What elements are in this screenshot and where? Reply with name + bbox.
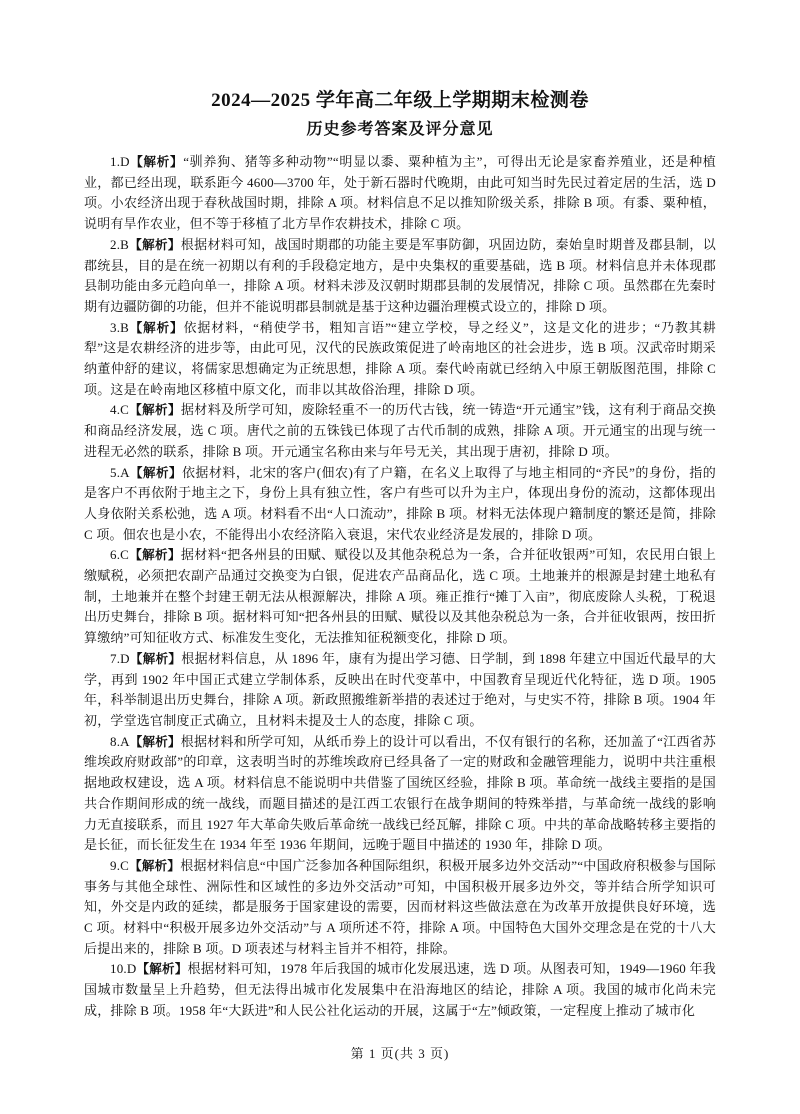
answer-text: 根据材料可知，战国时期郡的功能主要是军事防御，巩固边防，秦始皇时期普及郡县制，以郡统县，目的是在统一初期以有利的手段稳定地方，是中央集权的重要基础，选 B 项。材料信息并未体现郡县制功能由多元趋向单一，排除 A 项。材料未涉及汉朝时期郡县制的发展情况，排除 C 项。虽然郡在先秦时期有边疆防御的功能，但并不能说明郡县制就是基于这种边疆治理模式设立的，排除 D 项。 xyxy=(84,236,716,314)
answer-number: 2.B xyxy=(110,236,130,252)
answer-number: 9.C xyxy=(110,857,130,873)
answer-item-1 xyxy=(84,152,716,235)
answer-item-10 xyxy=(84,959,716,1021)
analysis-tag: 【解析】 xyxy=(129,320,184,335)
page-footer: 第 1 页(共 3 页) xyxy=(350,1046,450,1061)
analysis-tag: 【解析】 xyxy=(129,155,184,169)
answer-item-8 xyxy=(84,732,716,856)
answer-number: 8.A xyxy=(110,733,130,749)
answer-text: 据材料“把各州县的田赋、赋役以及其他杂税总为一条，合并征收银两”可知，农民用白银上缴赋税，必须把农副产品通过交换变为白银，促进农产品商品化，选 C 项。土地兼并的根源是封建土地私有制，土地兼并在整个封建王朝无法从根源解决，排除 A 项。雍正推行“摊丁入亩”，彻底废除人头税，丁税退出历史舞台，排除 B 项。据材料可知“把各州县的田赋、赋役以及其他杂税总为一条，合并征收银两，按田折算缴纳”可知征收方式、标准发生变化，无法推知征税额变化，排除 D 项。 xyxy=(84,547,716,646)
analysis-tag: 【解析】 xyxy=(129,465,182,480)
answer-item-2 xyxy=(84,235,716,318)
page-subtitle: 历史参考答案及评分意见 xyxy=(306,121,494,138)
answer-item-9 xyxy=(84,856,716,960)
analysis-tag: 【解析】 xyxy=(129,651,182,666)
answer-item-3 xyxy=(84,318,716,401)
analysis-tag: 【解析】 xyxy=(129,403,181,418)
answer-text: 依据材料，“稍使学书，粗知言语”“建立学校，导之经义”，这是文化的进步；“乃教其耕犁”这是农耕经济的进步等，由此可见，汉代的民族政策促进了岭南地区的社会进步，选 B 项。汉武帝时期采纳董仲舒的建议，将儒家思想确定为正统思想，排除 A 项。秦代岭南就已经纳入中原王朝版图范围，排除 C 项。这是在岭南地区移植中原文化，而非以其故俗治理，排除 D 项。 xyxy=(84,319,716,397)
answer-number: 7.D xyxy=(110,650,130,666)
answer-item-7 xyxy=(84,649,716,732)
page-title: 2024—2025 学年高二年级上学期期末检测卷 xyxy=(211,90,589,111)
answer-item-4 xyxy=(84,400,716,462)
answer-text: 根据材料可知，1978 年后我国的城市化发展迅速，选 D 项。从图表可知，1949—1960 年我国城市数量呈上升趋势，但无法得出城市化发展集中在沿海地区的结论，排除 A 项。我国的城市化尚未完成，排除 B 项。1958 年“大跃进”和人民公社化运动的开展，这属于“左”倾政策，一定程度上推动了城市化 xyxy=(84,961,716,1018)
analysis-tag: 【解析】 xyxy=(129,858,181,873)
answer-text: 根据材料信息“中国广泛参加各种国际组织，积极开展多边外交活动”“中国政府积极参与国际事务与其他全球性、洲际性和区域性的多边外交活动”可知，中国积极开展多边外交，等并结合所学知识可知，外交是内政的延续，都是服务于国家建设的需要，因而材料这些做法意在为改革开放提供良好环境，选 C 项。材料中“积极开展多边外交活动”与 A 项所述不符，排除 A 项。中国特色大国外交理念是在党的十八大后提出来的，排除 B 项。D 项表述与材料主旨并不相符，排除。 xyxy=(84,857,716,956)
analysis-tag: 【解析】 xyxy=(129,734,181,749)
answer-text: “驯养狗、猪等多种动物”“明显以黍、粟种植为主”，可得出无论是家畜养殖业，还是种植业，都已经出现，联系距今 4600—3700 年，处于新石器时代晚期，由此可知当时先民过着定居的生活，选 D 项。小农经济出现于春秋战国时期，排除 A 项。材料信息不足以推知阶级关系，排除 B 项。有黍、粟种植，说明有旱作农业，但不等于移植了北方旱作农耕技术，排除 C 项。 xyxy=(84,154,716,232)
answer-text: 依据材料，北宋的客户(佃农)有了户籍，在名义上取得了与地主相同的“齐民”的身份，指的是客户不再依附于地主之下，身份上具有独立性，客户有些可以升为主户，体现出身份的流动，这都体现出人身依附关系松弛，选 A 项。材料看不出“人口流动”，排除 B 项。材料无法体现户籍制度的繁还是简，排除 C 项。佃农也是小农，不能得出小农经济陷入衰退，宋代农业经济是发展的，排除 D 项。 xyxy=(84,464,716,542)
analysis-tag: 【解析】 xyxy=(129,237,181,252)
answer-number: 10.D xyxy=(110,961,137,977)
answer-item-6 xyxy=(84,545,716,649)
analysis-tag: 【解析】 xyxy=(129,548,181,563)
answer-text: 根据材料和所学可知，从纸币券上的设计可以看出，不仅有银行的名称，还加盖了“江西省苏维埃政府财政部”的印章，这表明当时的苏维埃政府已经具备了一定的财政和金融管理能力，说明中共注重根据地政权建设，选 A 项。材料信息不能说明中共借鉴了国统区经验，排除 B 项。革命统一战线主要指的是国共合作期间形成的统一战线，而题目描述的是江西工农银行在战争期间的特殊举措，与革命统一战线的影响力无直接联系，而且 1927 年大革命失败后革命统一战线已经瓦解，排除 C 项。中共的革命战略转移主要指的是长征，而长征发生在 1934 年至 1936 年期间，远晚于题目中描述的 1930 年，排除 D 项。 xyxy=(84,733,716,853)
answer-number: 4.C xyxy=(110,402,130,418)
answer-number: 5.A xyxy=(110,464,130,480)
answers-list xyxy=(84,152,716,1022)
analysis-tag: 【解析】 xyxy=(136,962,188,977)
answer-number: 6.C xyxy=(110,547,130,563)
answer-number: 1.D xyxy=(110,154,130,169)
answer-item-5 xyxy=(84,463,716,546)
answer-text: 根据材料信息，从 1896 年，康有为提出学习德、日学制，到 1898 年建立中国近代最早的大学，再到 1902 年中国正式建立学制体系，反映出在时代变革中，中国教育呈现近代化特征，选 D 项。1905 年，科举制退出历史舞台，排除 A 项。新政照搬维新举措的表述过于绝对，与史实不符，排除 B 项。1904 年初，学堂选官制度正式确立，且材料未提及士人的态度，排除 C 项。 xyxy=(84,650,716,728)
answer-number: 3.B xyxy=(110,319,130,335)
answer-text: 据材料及所学可知，废除轻重不一的历代古钱，统一铸造“开元通宝”钱，这有利于商品交换和商品经济发展，选 C 项。唐代之前的五铢钱已体现了古代币制的成熟，排除 A 项。开元通宝的出现与统一进程无必然的联系，排除 B 项。开元通宝名称由来与年号无关，其出现于唐初，排除 D 项。 xyxy=(84,402,716,459)
